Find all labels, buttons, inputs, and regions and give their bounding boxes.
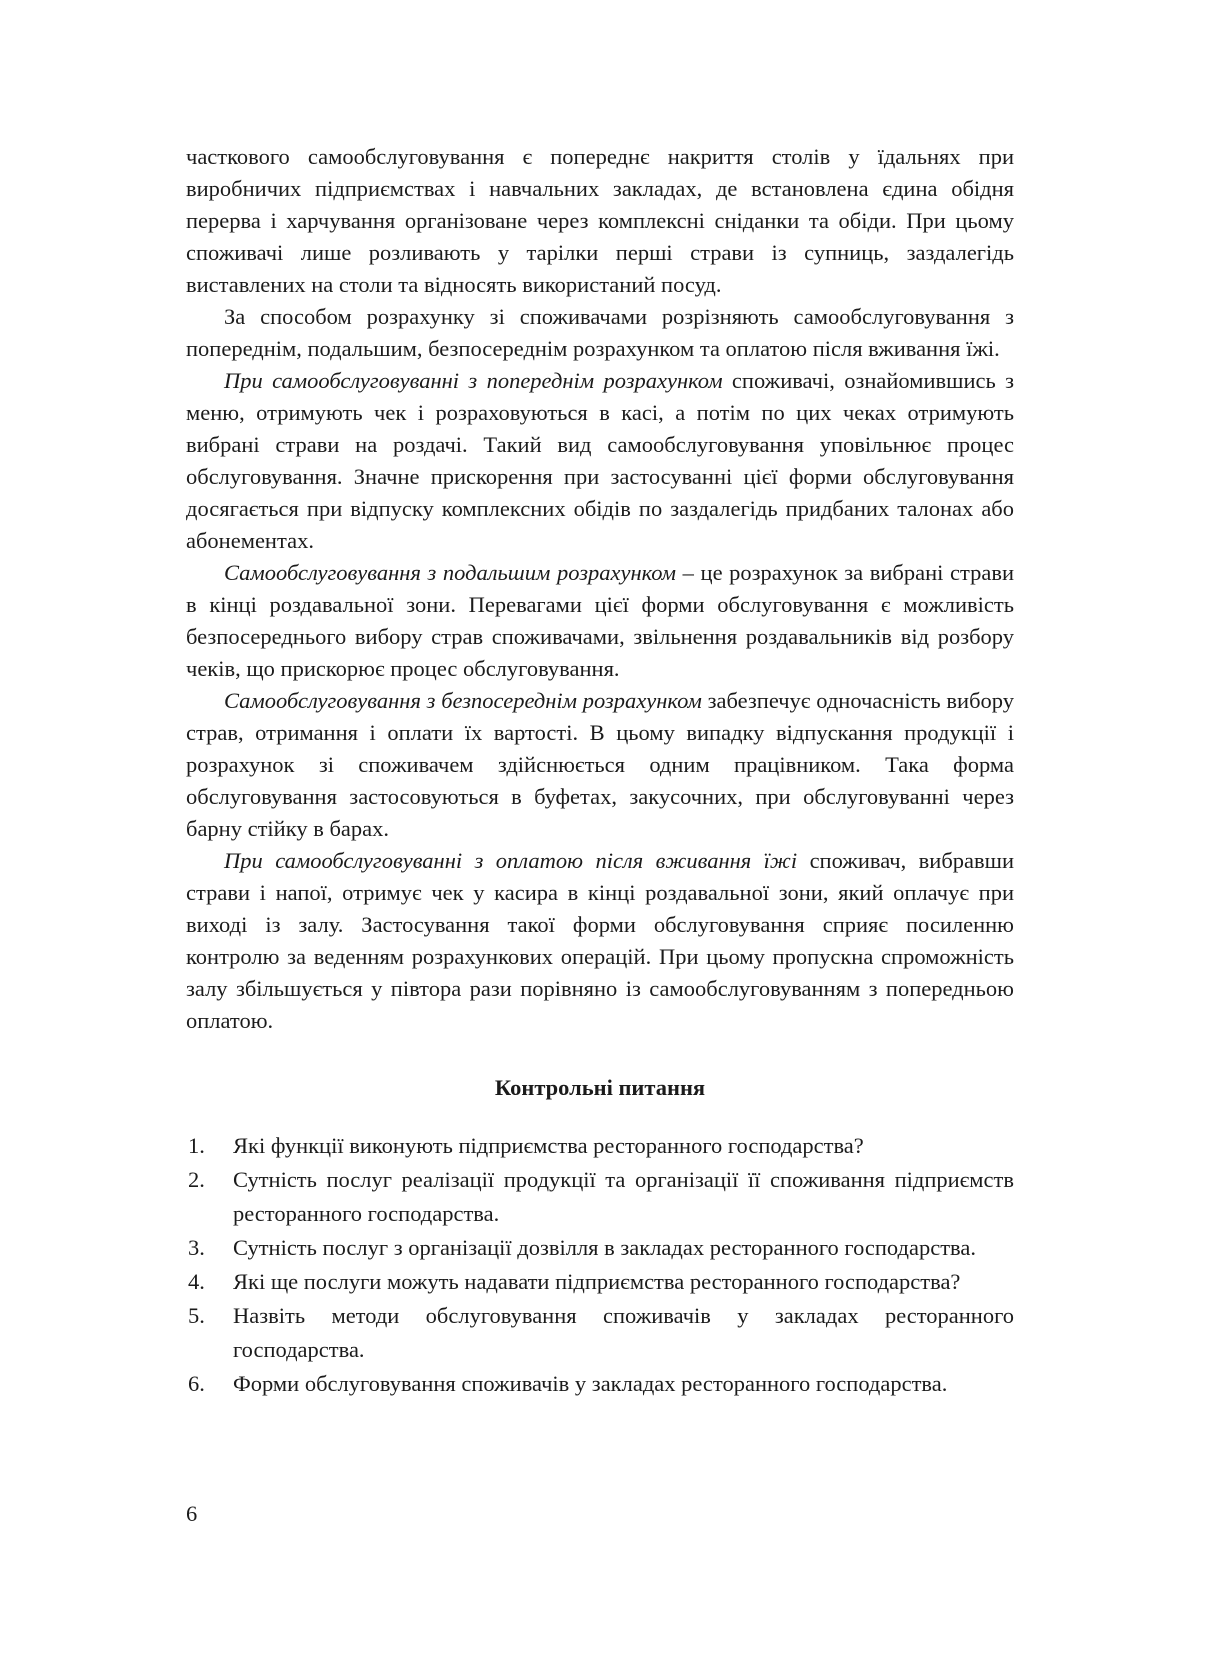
body-paragraph xyxy=(186,845,1014,1037)
question-item xyxy=(186,1299,1014,1367)
question-text: Які функції виконують підприємства ресторанного господарства? xyxy=(233,1133,864,1158)
paragraph-text: – це розрахунок за вибрані страви в кінці роздавальної зони. Перевагами цієї форми обслуговування є можливість безпосереднього вибору страв споживачами, звільнення роздавальників від розбору чеків, що прискорює процес обслуговування. xyxy=(186,560,1015,681)
body-paragraph xyxy=(186,141,1014,301)
question-number: 6. xyxy=(188,1371,205,1396)
paragraph-lead-italic: Самообслуговування з подальшим розрахунком xyxy=(224,560,677,585)
paragraph-text: споживач, вибравши страви і напої, отримує чек у касира в кінці роздавальної зони, який оплачує при виході із залу. Застосування такої форми обслуговування сприяє посиленню контролю за веденням розрахункових операцій. При цьому пропускна спроможність залу збільшується у півтора рази порівняно із самообслуговуванням з попередньою оплатою. xyxy=(186,848,1015,1033)
body-paragraph xyxy=(186,557,1014,685)
page-number: 6 xyxy=(186,1501,198,1526)
question-text: Які ще послуги можуть надавати підприємства ресторанного господарства? xyxy=(233,1269,961,1294)
paragraph-text: забезпечує одночасність вибору страв, отримання і оплати їх вартості. В цьому випадку відпускання продукції і розрахунок зі споживачем здійснюється одним працівником. Така форма обслуговування застосовуються в буфетах, закусочних, при обслуговуванні через барну стійку в барах. xyxy=(186,688,1014,841)
paragraph-text: За способом розрахунку зі споживачами розрізняють самообслуговування з попереднім, подальшим, безпосереднім розрахунком та оплатою після вживання їжі. xyxy=(186,304,1014,361)
paragraph-text: часткового самообслуговування є попереднє накриття столів у їдальнях при виробничих підприємствах і навчальних закладах, де встановлена єдина обідня перерва і харчування організоване через комплексні сніданки та обіди. При цьому споживачі лише розливають у тарілки перші страви із супниць, заздалегідь виставлених на столи та відносять використаний посуд. xyxy=(186,144,1014,297)
questions-heading: Контрольні питання xyxy=(494,1075,706,1100)
text-block xyxy=(186,141,1014,1401)
paragraph-lead-italic: Самообслуговування з безпосереднім розрахунком xyxy=(224,688,702,713)
question-number: 3. xyxy=(188,1235,205,1260)
body-paragraph xyxy=(186,685,1014,845)
body-paragraph xyxy=(186,301,1014,365)
paragraph-lead-italic: При самообслуговуванні з оплатою після вживання їжі xyxy=(224,848,798,873)
question-number: 5. xyxy=(188,1303,205,1328)
question-text: Сутність послуг реалізації продукції та організації її споживання підприємств ресторанного господарства. xyxy=(233,1167,1014,1226)
question-text: Назвіть методи обслуговування споживачів у закладах ресторанного господарства. xyxy=(233,1303,1014,1362)
paragraph-text: споживачі, ознайомившись з меню, отримують чек і розраховуються в касі, а потім по цих чеках отримують вибрані страви на роздачі. Такий вид самообслуговування уповільнює процес обслуговування. Значне прискорення при застосуванні цієї форми обслуговування досягається при відпуску комплексних обідів по заздалегідь придбаних талонах або абонементах. xyxy=(186,368,1015,553)
body-paragraph xyxy=(186,365,1014,557)
question-text: Форми обслуговування споживачів у закладах ресторанного господарства. xyxy=(233,1371,948,1396)
question-text: Сутність послуг з організації дозвілля в закладах ресторанного господарства. xyxy=(233,1235,976,1260)
question-item xyxy=(186,1265,1014,1299)
question-item xyxy=(186,1129,1014,1163)
question-item xyxy=(186,1367,1014,1401)
paragraph-lead-italic: При самообслуговуванні з попереднім розрахунком xyxy=(224,368,723,393)
question-number: 1. xyxy=(188,1133,205,1158)
question-number: 2. xyxy=(188,1167,205,1192)
question-item xyxy=(186,1231,1014,1265)
question-item xyxy=(186,1163,1014,1231)
question-number: 4. xyxy=(188,1269,205,1294)
